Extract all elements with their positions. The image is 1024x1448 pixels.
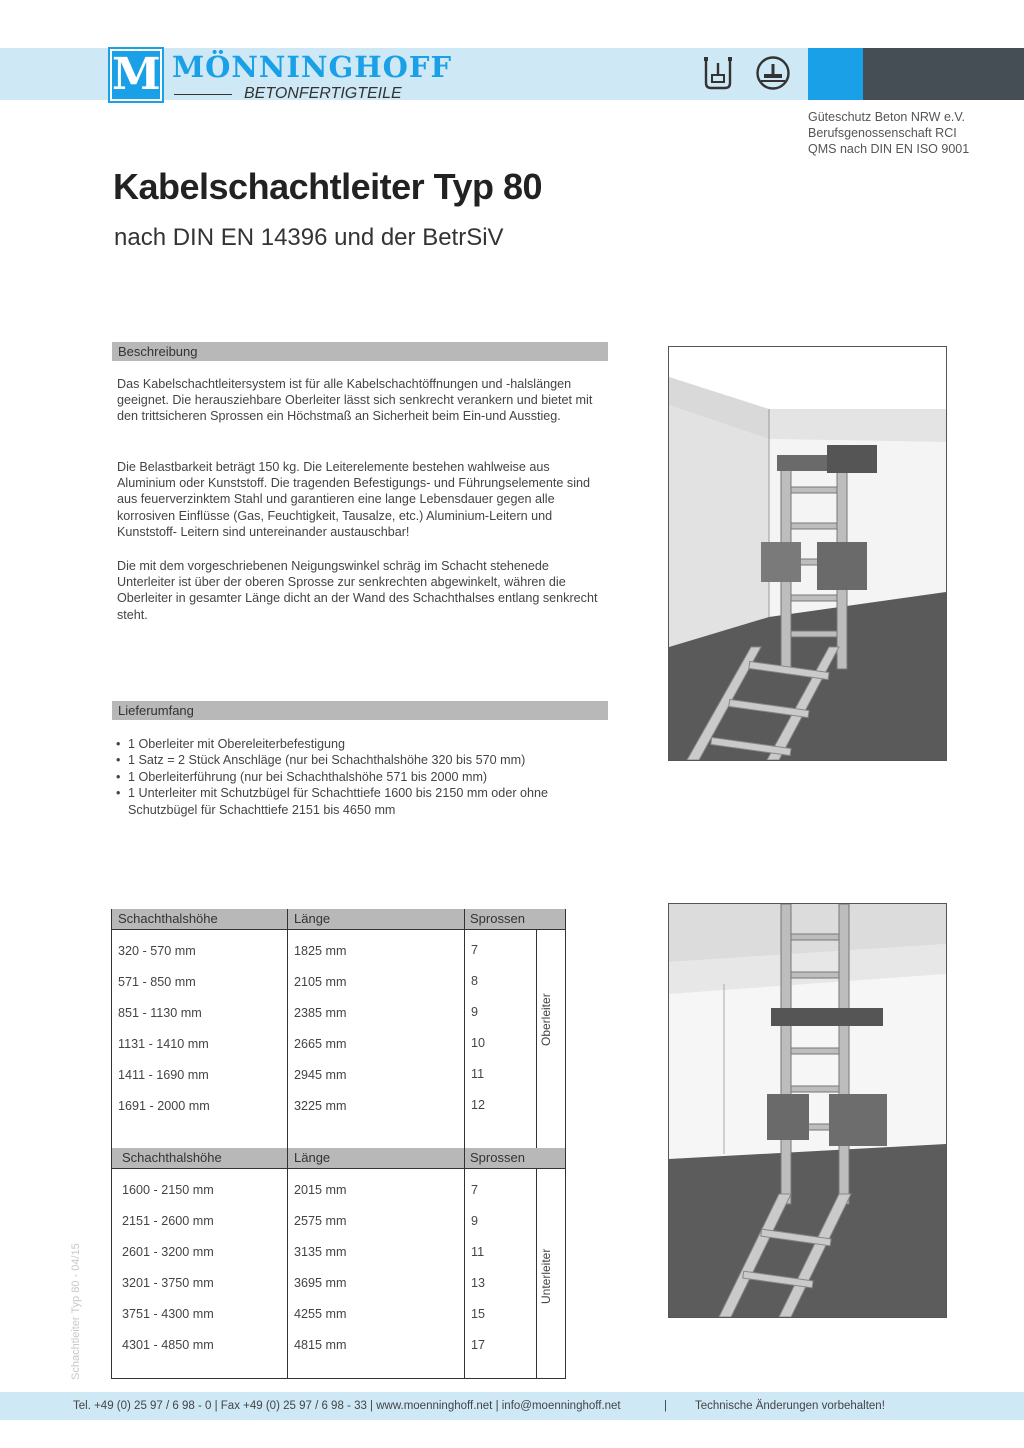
table-cell: 1825 mm [294, 944, 347, 958]
table-cell: 13 [471, 1276, 486, 1290]
table-cell: 1600 - 2150 mm [122, 1183, 214, 1197]
logo-icon: M [112, 49, 161, 100]
table-border [536, 1168, 537, 1378]
certification-line: QMS nach DIN EN ISO 9001 [808, 142, 970, 156]
table-cell: 1131 - 1410 mm [118, 1037, 209, 1051]
table-cell: 2015 mm [294, 1183, 347, 1197]
brand-divider [174, 94, 232, 95]
ladder-photo-installed [668, 346, 947, 761]
list-item: • 1 Oberleiterführung (nur bei Schachthalshöhe 571 bis 2000 mm) [116, 769, 606, 785]
section-heading-lieferumfang: Lieferumfang [112, 701, 608, 720]
table-cell: 2601 - 3200 mm [122, 1245, 214, 1259]
table-cell: 4815 mm [294, 1338, 347, 1352]
table-cell: 9 [471, 1005, 479, 1019]
table-side-label: Oberleiter [539, 993, 553, 1046]
list-item: • 1 Satz = 2 Stück Anschläge (nur bei Schachthalshöhe 320 bis 570 mm) [116, 752, 606, 768]
footer-contact: Tel. +49 (0) 25 97 / 6 98 - 0 | Fax +49 (0) 25 97 / 6 98 - 33 | www.moenninghoff.net | info@moenninghoff.net [73, 1400, 621, 1412]
table-border [536, 929, 537, 1148]
table-border [565, 909, 566, 1378]
ladder-photo-extended [668, 903, 947, 1318]
table-cell: 2575 mm [294, 1214, 347, 1228]
column-header: Schachthalshöhe [118, 911, 218, 926]
bg-rci-manhole-icon [755, 55, 791, 91]
document-code: Schachtleiter Typ 80 - 04/15 [70, 1243, 82, 1380]
delivery-list [116, 736, 606, 818]
header-accent-dark [863, 48, 1024, 100]
footer-note: Technische Änderungen vorbehalten! [695, 1400, 885, 1412]
table-header-unterleiter [111, 1148, 565, 1168]
table-border [287, 909, 288, 1378]
column-header: Sprossen [470, 911, 525, 926]
table-cell: 17 [471, 1338, 486, 1352]
table-cell: 7 [471, 943, 479, 957]
list-item: • 1 Oberleiter mit Obereleiterbefestigung [116, 736, 606, 752]
description-paragraph: Das Kabelschachtleitersystem ist für alle Kabelschachtöffnungen und -halslängen geeignet. Die herausziehbare Oberleiter lässt sich senkrecht verankern und bietet mit den trittsicheren Sprossen ein Höchstmaß an Sicherheit beim Ein-und Ausstieg. [117, 377, 593, 424]
table-side-label: Unterleiter [539, 1248, 553, 1304]
table-cell: 3225 mm [294, 1099, 347, 1113]
table-cell: 3201 - 3750 mm [122, 1276, 214, 1290]
brand-subtitle: BETONFERTIGTEILE [244, 85, 402, 102]
certification-list [808, 109, 969, 157]
table-cell: 2665 mm [294, 1037, 347, 1051]
table-cell: 3135 mm [294, 1245, 347, 1259]
table-cell: 1411 - 1690 mm [118, 1068, 209, 1082]
table-cell: 9 [471, 1214, 479, 1228]
table-cell: 4301 - 4850 mm [122, 1338, 214, 1352]
table-cell: 4255 mm [294, 1307, 347, 1321]
column-header: Schachthalshöhe [122, 1150, 222, 1165]
table-cell: 2945 mm [294, 1068, 347, 1082]
table-cell: 11 [471, 1067, 485, 1081]
header-accent-blue [808, 48, 863, 100]
brand-name: MÖNNINGHOFF [172, 50, 453, 84]
certification-line: Güteschutz Beton NRW e.V. [808, 110, 966, 124]
table-cell: 3751 - 4300 mm [122, 1307, 214, 1321]
table-cell: 11 [471, 1245, 485, 1259]
table-cell: 320 - 570 mm [118, 944, 196, 958]
table-cell: 12 [471, 1098, 486, 1112]
description-paragraph: Die mit dem vorgeschriebenen Neigungswinkel schräg im Schacht stehenede Unterleiter ist über der oberen Sprosse zur senkrechten abgewinkelt, währen die Oberleiter in gesamter Länge dicht an der Wand des Schachthalses entlang senkrecht steht. [117, 559, 598, 622]
table-cell: 8 [471, 974, 479, 988]
table-cell: 2385 mm [294, 1006, 347, 1020]
table-cell: 10 [471, 1036, 486, 1050]
table-border [111, 909, 112, 1378]
table-cell: 3695 mm [294, 1276, 347, 1290]
table-cell: 2105 mm [294, 975, 347, 989]
table-border [464, 909, 465, 1378]
table-header-oberleiter [111, 909, 565, 929]
section-heading-beschreibung: Beschreibung [112, 342, 608, 361]
table-cell: 851 - 1130 mm [118, 1006, 202, 1020]
page-title: Kabelschachtleiter Typ 80 [113, 166, 543, 207]
table-cell: 2151 - 2600 mm [122, 1214, 214, 1228]
column-header: Sprossen [470, 1150, 525, 1165]
table-border [111, 929, 566, 930]
footer-band [0, 1392, 1024, 1420]
description-paragraph: Die Belastbarkeit beträgt 150 kg. Die Leiterelemente bestehen wahlweise aus Aluminium oder Kunststoff. Die tragenden Befestigungs- und Führungselemente sind aus feuerverzinktem Stahl und garantieren eine lange Lebensdauer gegen alle korrosiven Einflüsse (Gas, Feuchtigkeit, Tausalze, etc.) Aluminium-Leitern und Kunststoff- Leitern sind untereinander austauschbar! [117, 460, 591, 539]
table-cell: 7 [471, 1183, 479, 1197]
table-cell: 1691 - 2000 mm [118, 1099, 210, 1113]
column-header: Länge [294, 911, 331, 926]
gueteschutz-shaft-icon [700, 55, 736, 91]
certification-line: Berufsgenossenschaft RCI [808, 126, 957, 140]
table-cell: 571 - 850 mm [118, 975, 196, 989]
table-cell: 15 [471, 1307, 486, 1321]
table-border [111, 1378, 566, 1379]
footer-separator: | [664, 1400, 667, 1412]
table-border [111, 1168, 566, 1169]
page-subtitle: nach DIN EN 14396 und der BetrSiV [114, 224, 504, 251]
list-item: • 1 Unterleiter mit Schutzbügel für Schachttiefe 1600 bis 2150 mm oder ohne Schutzbügel für Schachttiefe 2151 bis 4650 mm [116, 785, 606, 818]
column-header: Länge [294, 1150, 331, 1165]
